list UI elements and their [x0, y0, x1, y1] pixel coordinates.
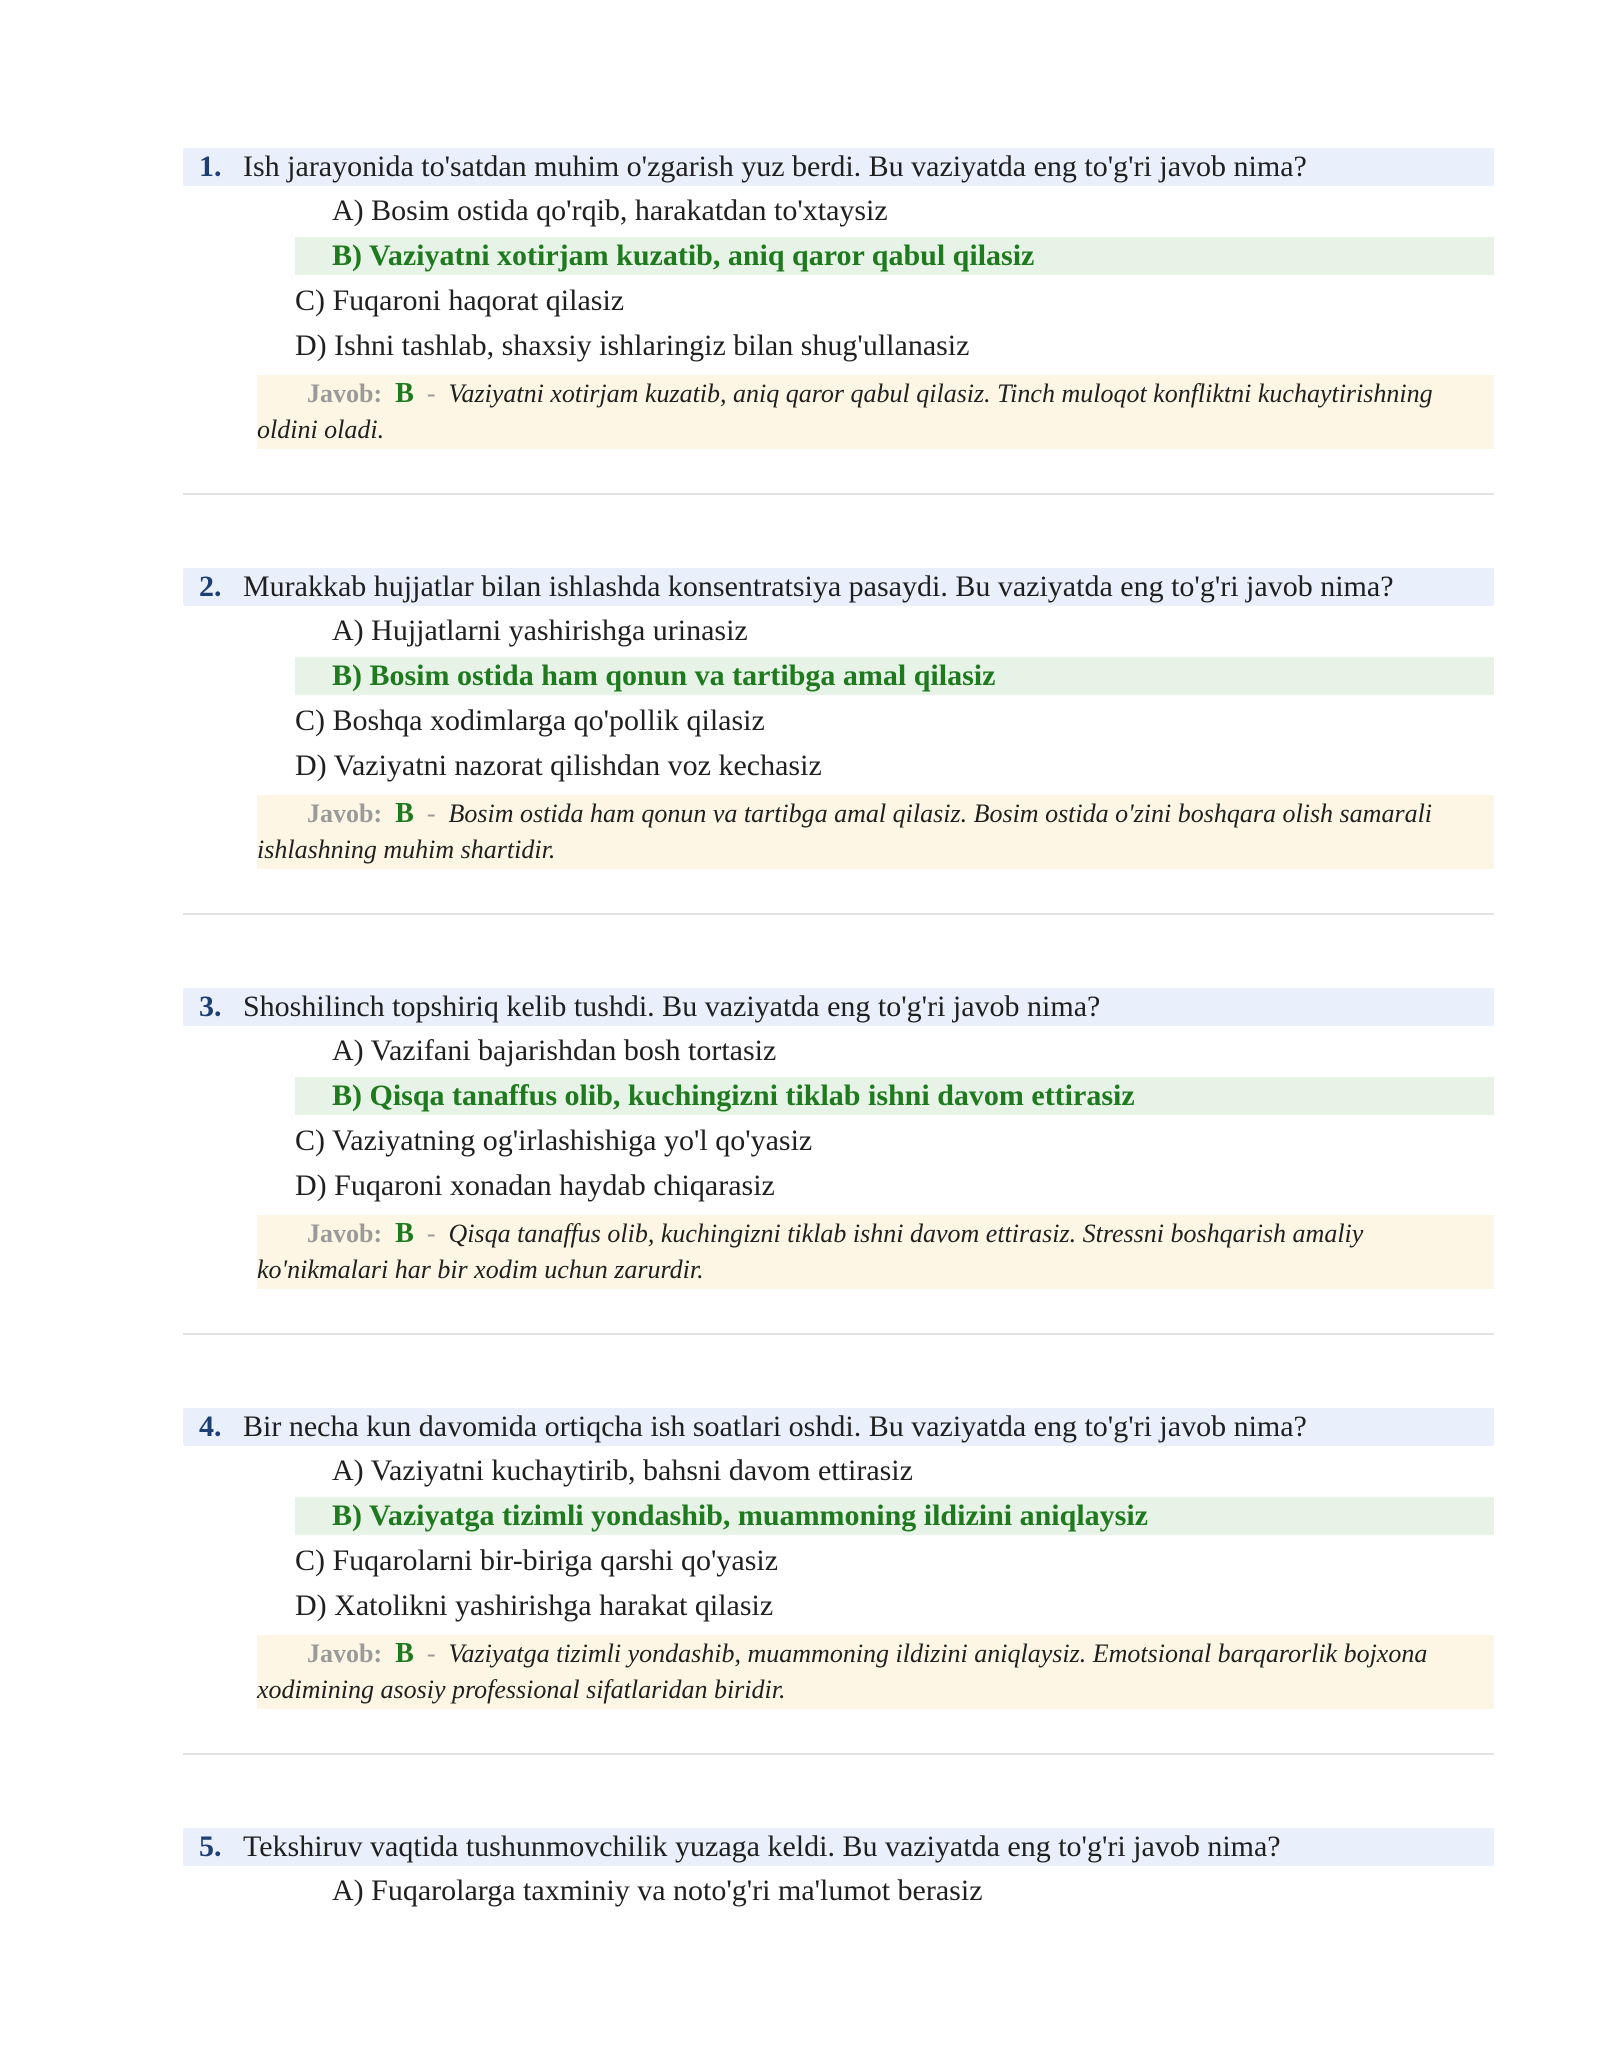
question-text: Ish jarayonida to'satdan muhim o'zgarish yuz berdi. Bu vaziyatda eng to'g'ri javob nima?: [243, 150, 1307, 183]
answer-explanation: Qisqa tanaffus olib, kuchingizni tiklab ishni davom ettirasiz. Stressni boshqarish amaliy ko'nikmalari har bir xodim uchun zarurdir.: [257, 1219, 1364, 1284]
option-d: D) Fuqaroni xonadan haydab chiqarasiz: [295, 1169, 775, 1202]
option-a: A) Vaziyatni kuchaytirib, bahsni davom ettirasiz: [332, 1454, 913, 1487]
answer-paragraph: [257, 1216, 1494, 1288]
answer-paragraph: [257, 376, 1494, 448]
option-d: D) Vaziyatni nazorat qilishdan voz kechasiz: [295, 749, 822, 782]
option-b-label: B) Qisqa tanaffus olib, kuchingizni tiklab ishni davom ettirasiz: [332, 1079, 1135, 1112]
answer-letter: B: [395, 798, 414, 829]
option-b-correct: [295, 237, 1494, 275]
answer-box: [257, 795, 1494, 869]
answer-explanation: Bosim ostida ham qonun va tartibga amal qilasiz. Bosim ostida o'zini boshqara olish samarali ishlashning muhim shartidir.: [257, 799, 1433, 864]
answer-label: Javob:: [307, 1219, 383, 1248]
option-b-label: B) Bosim ostida ham qonun va tartibga amal qilasiz: [332, 659, 996, 692]
option-c: C) Fuqarolarni bir-biriga qarshi qo'yasiz: [295, 1544, 779, 1577]
answer-label: Javob:: [307, 379, 383, 408]
question-header: [183, 1408, 1494, 1446]
option-a: A) Fuqarolarga taxminiy va noto'g'ri ma'lumot berasiz: [332, 1874, 983, 1907]
answer-dash: -: [426, 1639, 436, 1668]
answer-label: Javob:: [307, 799, 383, 828]
answer-box: [257, 375, 1494, 449]
question-text: Tekshiruv vaqtida tushunmovchilik yuzaga keldi. Bu vaziyatda eng to'g'ri javob nima?: [243, 1830, 1281, 1863]
answer-box: [257, 1215, 1494, 1289]
option-d: D) Ishni tashlab, shaxsiy ishlaringiz bilan shug'ullanasiz: [295, 329, 970, 362]
option-b-correct: [295, 657, 1494, 695]
answer-box: [257, 1635, 1494, 1709]
option-c: C) Fuqaroni haqorat qilasiz: [295, 284, 625, 317]
answer-label: Javob:: [307, 1639, 383, 1668]
divider: [183, 1333, 1494, 1335]
option-b-correct: [295, 1497, 1494, 1535]
answer-explanation: Vaziyatni xotirjam kuzatib, aniq qaror qabul qilasiz. Tinch muloqot konfliktni kuchaytirishning oldini oladi.: [257, 379, 1433, 444]
answer-paragraph: [257, 796, 1494, 868]
question-text: Shoshilinch topshiriq kelib tushdi. Bu vaziyatda eng to'g'ri javob nima?: [243, 990, 1101, 1023]
option-c: C) Boshqa xodimlarga qo'pollik qilasiz: [295, 704, 765, 737]
question-number: 4.: [199, 1410, 222, 1443]
question-number: 2.: [199, 570, 222, 603]
option-b-label: B) Vaziyatni xotirjam kuzatib, aniq qaror qabul qilasiz: [332, 239, 1035, 272]
option-d: D) Xatolikni yashirishga harakat qilasiz: [295, 1589, 774, 1622]
answer-dash: -: [426, 799, 436, 828]
option-b-correct: [295, 1077, 1494, 1115]
answer-letter: B: [395, 378, 414, 409]
option-c: C) Vaziyatning og'irlashishiga yo'l qo'yasiz: [295, 1124, 813, 1157]
question-text: Murakkab hujjatlar bilan ishlashda konsentratsiya pasaydi. Bu vaziyatda eng to'g'ri javob nima?: [243, 570, 1394, 603]
option-b-label: B) Vaziyatga tizimli yondashib, muammoning ildizini aniqlaysiz: [332, 1499, 1148, 1532]
divider: [183, 913, 1494, 915]
question-number: 3.: [199, 990, 222, 1023]
option-a: A) Vazifani bajarishdan bosh tortasiz: [332, 1034, 777, 1067]
question-header: [183, 148, 1494, 186]
answer-dash: -: [426, 379, 436, 408]
question-text: Bir necha kun davomida ortiqcha ish soatlari oshdi. Bu vaziyatda eng to'g'ri javob nima?: [243, 1410, 1307, 1443]
divider: [183, 493, 1494, 495]
answer-letter: B: [395, 1218, 414, 1249]
answer-dash: -: [426, 1219, 436, 1248]
answer-explanation: Vaziyatga tizimli yondashib, muammoning ildizini aniqlaysiz. Emotsional barqarorlik bojxona xodimining asosiy professional sifatlaridan biridir.: [257, 1639, 1428, 1704]
question-header: [183, 988, 1494, 1026]
divider: [183, 1753, 1494, 1755]
answer-letter: B: [395, 1638, 414, 1669]
option-a: A) Hujjatlarni yashirishga urinasiz: [332, 614, 748, 647]
question-number: 5.: [199, 1830, 222, 1863]
question-header: [183, 568, 1494, 606]
question-number: 1.: [199, 150, 222, 183]
option-a: A) Bosim ostida qo'rqib, harakatdan to'xtaysiz: [332, 194, 888, 227]
question-header: [183, 1828, 1494, 1866]
answer-paragraph: [257, 1636, 1494, 1708]
